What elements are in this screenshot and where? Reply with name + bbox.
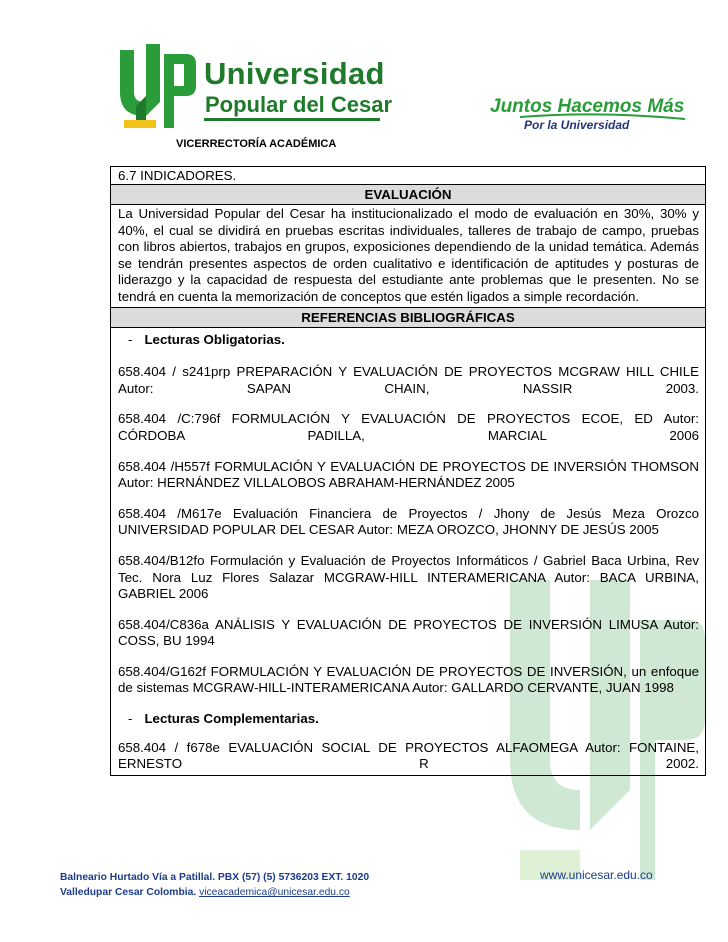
footer-website-link[interactable]: www.unicesar.edu.co — [540, 868, 653, 882]
bullet-dash: - — [128, 331, 133, 347]
reference-item: 658.404/G162f FORMULACIÓN Y EVALUACIÓN DE PROYECTOS DE INVERSIÓN, un enfoque de sistemas MCGRAW-HILL-INTERAMERICANA Autor: GALLARDO CERVANTE, JUAN 1998 — [118, 663, 699, 696]
footer-address: Balneario Hurtado Vía a Patillal. PBX (57) (5) 5736203 EXT. 1020 — [60, 872, 370, 883]
footer-email-link[interactable]: viceacademica@unicesar.edu.co — [199, 887, 350, 898]
slogan-sub: Por la Universidad — [524, 118, 630, 132]
reference-item: 658.404/C836a ANÁLISIS Y EVALUACIÓN DE PROYECTOS DE INVERSIÓN LIMUSA Autor: COSS, BU 1994 — [118, 616, 699, 649]
department-title: VICERRECTORÍA ACADÉMICA — [176, 138, 337, 150]
evaluacion-heading: EVALUACIÓN — [111, 185, 705, 205]
reference-item: 658.404/B12fo Formulación y Evaluación de Proyectos Informáticos / Gabriel Baca Urbina, Rev Tec. Nora Luz Flores Salazar MCGRAW-HILL INTERAMERICANA Autor: BACA URBINA, GABRIEL 2006 — [118, 552, 699, 602]
reference-item: 658.404 /C:796f FORMULACIÓN Y EVALUACIÓN DE PROYECTOS ECOE, ED Autor: CÓRDOBA PADILLA, MARCIAL 2006 — [118, 411, 699, 443]
referencias-body — [111, 328, 705, 775]
complementarias-label: - Lecturas Complementarias. — [128, 711, 319, 727]
obligatorias-label: - Lecturas Obligatorias. — [128, 331, 285, 347]
reference-item: 658.404 /M617e Evaluación Financiera de Proyectos / Jhony de Jesús Meza Orozco UNIVERSIDAD POPULAR DEL CESAR Autor: MEZA OROZCO, JHONNY DE JESÚS 2005 — [118, 505, 699, 538]
footer-city: Valledupar Cesar Colombia. — [60, 887, 197, 898]
reference-item: 658.404 / s241prp PREPARACIÓN Y EVALUACIÓN DE PROYECTOS MCGRAW HILL CHILE Autor: SAPAN CHAIN, NASSIR 2003. — [118, 364, 699, 396]
page-header — [0, 0, 728, 170]
university-name-line1: Universidad — [204, 56, 385, 91]
university-logo-icon — [116, 40, 198, 132]
reference-item: 658.404 / f678e EVALUACIÓN SOCIAL DE PROYECTOS ALFAOMEGA Autor: FONTAINE, ERNESTO R 2002. — [118, 739, 699, 772]
indicadores-heading: 6.7 INDICADORES. — [118, 168, 237, 183]
referencias-heading: REFERENCIAS BIBLIOGRÁFICAS — [111, 308, 705, 328]
reference-item: 658.404 /H557f FORMULACIÓN Y EVALUACIÓN DE PROYECTOS DE INVERSIÓN THOMSON Autor: HERNÁNDEZ VILLALOBOS ABRAHAM-HERNÁNDEZ 2005 — [118, 458, 699, 491]
evaluacion-text: La Universidad Popular del Cesar ha institucionalizado el modo de evaluación en 30%, 30% y 40%, el cual se dividirá en pruebas escritas individuales, talleres de trabajo de campo, pruebas con libros abiertos, trabajos en grupos, exposiciones dependiendo de la unidad temática. Además se tendrán presentes aspectos de orden cualitativo e identificación de aptitudes y posturas de liderazgo y la capacidad de respuesta del estudiante ante problemas que le presenten. No se tendrá en cuenta la memorización de conceptos que estén ligados a simple recordación. — [111, 205, 705, 308]
footer-city-email — [60, 887, 350, 898]
course-table — [110, 166, 706, 776]
logo-underline — [204, 118, 380, 121]
slogan-main: Juntos Hacemos Más — [490, 96, 685, 117]
university-name-line2: Popular del Cesar — [205, 92, 393, 117]
indicadores-row — [111, 167, 705, 185]
bullet-dash: - — [128, 711, 133, 727]
